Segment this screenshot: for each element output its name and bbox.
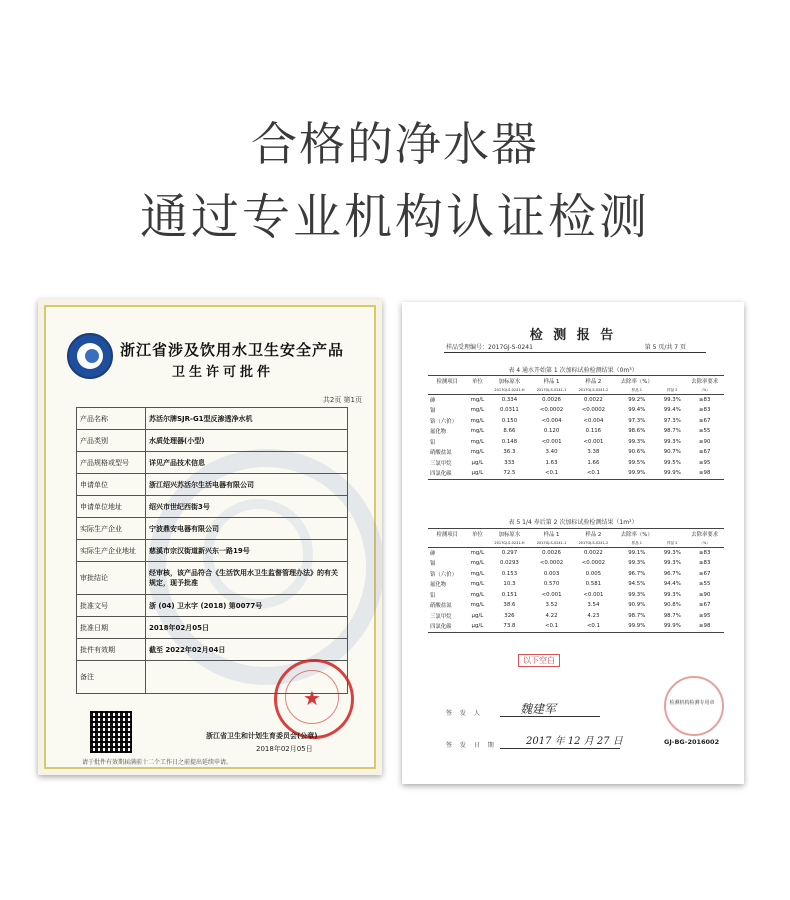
seal-star-icon: ★ [303,686,321,710]
info-key: 实际生产企业 [77,518,146,540]
table-cell: 0.116 [585,428,602,435]
table-cell: 镉 [430,408,436,415]
column-subheader: 2017GJ-S-0241-2 [572,540,614,548]
table-row [428,405,724,416]
column-header: 样品 2 [572,529,614,540]
info-key: 审批结论 [77,562,146,595]
table-cell: 90.9% [628,602,646,609]
table-cell: 3.54 [587,602,600,609]
info-key: 产品规格或型号 [77,452,146,474]
health-emblem-icon [67,333,113,379]
signer-signature: 魏建军 [520,702,557,716]
certificate-page-number: 共2页 第1页 [322,396,362,404]
signer-label: 签 发 人 [446,710,483,717]
table-cell: <0.0002 [539,560,564,567]
table-cell: 38.6 [503,602,516,609]
table-cell: 氟化物 [430,582,447,589]
column-subheader: 2017GJ-S-0241-2 [572,387,614,395]
table-cell: 0.0026 [542,549,561,556]
table-cell: mg/L [470,549,485,556]
table-cell: 0.0022 [583,396,603,403]
column-header: 检测项目 [428,529,467,540]
official-seal-icon [274,659,354,739]
info-key: 申请单位地址 [77,496,146,518]
info-value: 浙 (04) 卫水字 (2018) 第0077号 [146,595,348,617]
table-cell: 99.9% [659,468,685,479]
info-key: 批准文号 [77,595,146,617]
table-cell: 97.3% [628,417,646,424]
table-cell: 0.151 [501,591,518,598]
table-cell: 8.66 [503,428,516,435]
column-header: 加标原水 [488,529,530,540]
report-page-number: 第 5 页/共 7 页 [644,344,686,351]
table-cell: 砷 [430,550,436,557]
table-cell: <0.001 [583,591,604,598]
table-cell: 0.120 [543,428,560,435]
table-cell: 90.8% [663,602,681,609]
info-value: 绍兴市世纪西街3号 [146,496,348,518]
test-results-table-2 [428,528,724,633]
table-row [428,547,724,558]
table-cell: 98.6% [628,428,646,435]
seal-caption: 检测机构检测专用章 [669,700,715,706]
certificate-subtitle: 卫生许可批件 [171,365,274,380]
table-cell: 99.3% [628,591,646,598]
table-cell: 三氯甲烷 [430,460,452,467]
info-key: 产品名称 [77,408,146,430]
table-cell: 99.3% [628,438,646,445]
table-cell: 四氯化碳 [428,621,467,632]
report-title: 检 测 报 告 [529,328,617,343]
table-cell: 3.52 [545,602,558,609]
table-cell: 97.3% [663,417,681,424]
table-cell: ≥67 [699,602,711,609]
table-cell: ≥98 [685,468,724,479]
table-cell: 0.0022 [583,549,603,556]
table-cell: ≥83 [699,560,711,567]
table-cell: 98.7% [663,428,681,435]
table-cell: ≥55 [699,581,711,588]
table-row [428,579,724,590]
column-subheader: 2017GJ-S-0241-1 [531,387,573,395]
info-row [77,496,348,518]
column-header: 样品 2 [572,376,614,387]
table-cell: 99.3% [663,396,681,403]
table-cell: 1.63 [545,459,558,466]
headline-line-1: 合格的净水器 [251,117,539,171]
table-cell: 96.7% [628,570,646,577]
info-row [77,540,348,562]
table-cell: mg/L [470,407,485,414]
table-cell: <0.1 [531,621,573,632]
table-cell: 0.005 [585,570,602,577]
table-cell: <0.001 [583,438,604,445]
table-cell: mg/L [470,417,485,424]
table-cell: 73.8 [488,621,530,632]
info-row [77,430,348,452]
table-cell: 0.153 [501,570,518,577]
report-sample-number: 样品受理编号：2017GJ-S-0241 [446,344,533,351]
table-cell: 0.0293 [499,560,519,567]
table-cell: 0.581 [585,581,602,588]
table-cell: ≥90 [699,591,711,598]
info-row [77,639,348,661]
table-cell: 铅 [430,592,436,599]
table-subheader-row [428,540,724,548]
table-cell: 4.22 [545,612,558,619]
table-cell: <0.0002 [581,407,606,414]
table-cell: <0.1 [531,468,573,479]
table-cell: 10.3 [503,581,516,588]
column-subheader: 2017GJ-S-0241-H [488,540,530,548]
table-cell: <0.0002 [581,560,606,567]
info-value: 详见产品技术信息 [146,452,348,474]
table-header-row [428,529,724,540]
column-header: 检测项目 [428,376,467,387]
info-key: 备注 [77,661,146,694]
table-cell: <0.0002 [539,407,564,414]
table-cell: 94.5% [628,581,646,588]
table-cell: 99.3% [663,438,681,445]
column-subheader: （%） [685,387,724,395]
table-header-row [428,376,724,387]
table-cell: 99.9% [614,468,659,479]
table-cell: ≥67 [699,570,711,577]
table-row [428,600,724,611]
table-cell: 90.6% [628,449,646,456]
table-cell: 0.334 [501,396,518,403]
info-key: 申请单位 [77,474,146,496]
column-subheader: 2017GJ-S-0241-H [488,387,530,395]
info-key: 实际生产企业地址 [77,540,146,562]
table-cell: 硝酸盐氮 [430,450,452,457]
table-cell: 3.40 [545,449,558,456]
table-cell: 氟化物 [430,429,447,436]
table-cell: 镉 [430,561,436,568]
hygiene-license-certificate [38,299,382,775]
table-cell: ≥90 [699,438,711,445]
date-line [500,748,620,749]
table-row [428,621,724,632]
info-row [77,474,348,496]
issue-date: 2018年02月05日 [256,745,313,753]
table-cell: ≥55 [699,428,711,435]
certificate-title: 浙江省涉及饮用水卫生安全产品 [120,341,345,359]
table-cell: mg/L [470,438,485,445]
test-results-table-1 [428,375,724,480]
headline-line-2: 通过专业机构认证检测 [139,189,650,245]
info-value: 浙江绍兴苏活尔生活电器有限公司 [146,474,348,496]
info-key: 批件有效期 [77,639,146,661]
qr-code-icon [90,711,132,753]
table-cell: 铬（六价） [430,418,457,425]
table-cell: mg/L [470,449,485,456]
table-cell: <0.001 [541,591,562,598]
table-cell: ≥67 [699,417,711,424]
table-cell: 99.3% [663,549,681,556]
table-cell: 0.0311 [499,407,519,414]
table-cell: 98.7% [628,612,646,619]
table-cell: mg/L [470,581,485,588]
table-cell: <0.004 [541,417,562,424]
table-cell: 99.2% [628,396,646,403]
table-row [428,569,724,580]
emblem-center-icon [85,349,99,363]
table-cell: ≥95 [699,612,711,619]
table-cell: ≥83 [699,549,711,556]
table-cell: 99.3% [663,560,681,567]
table-cell: 三氯甲烷 [430,613,452,620]
table-cell: 99.9% [614,621,659,632]
column-subheader: 样品 1 [614,387,659,395]
table-cell: 0.297 [501,549,518,556]
table-cell: 0.0026 [542,396,561,403]
info-row [77,452,348,474]
column-header: 样品 1 [531,376,573,387]
table-cell: 99.4% [663,407,681,414]
table-row [428,416,724,427]
table-row [428,447,724,458]
table-row [428,426,724,437]
table-row [428,590,724,601]
info-row [77,562,348,595]
info-row [77,617,348,639]
table-row [428,558,724,569]
table-cell: 72.5 [488,468,530,479]
table-2-caption: 表 5 1/4 寿后第 2 次加标试验检测结果（1m³） [508,519,638,526]
sign-date: 2017 年 12 月 27 日 [526,736,623,747]
table-row [428,611,724,622]
table-cell: ≥95 [699,459,711,466]
report-form-code: GJ-BG-2016002 [664,738,720,746]
table-cell: μg/L [471,612,484,619]
column-header [659,529,685,540]
column-subheader: 样品 2 [659,387,685,395]
column-header: 单位 [467,529,489,540]
column-header: 样品 1 [531,529,573,540]
column-subheader: 样品 2 [659,540,685,548]
table-cell: 99.5% [628,459,646,466]
info-row [77,595,348,617]
table-cell: 99.9% [659,621,685,632]
table-cell: ≥83 [699,407,711,414]
table-cell: 333 [504,459,515,466]
table-row [428,468,724,479]
column-header: 加标原水 [488,376,530,387]
table-cell: 99.5% [663,459,681,466]
table-cell: 98.7% [663,612,681,619]
column-subheader [428,387,467,395]
column-subheader: 样品 1 [614,540,659,548]
info-key: 批准日期 [77,617,146,639]
info-value: 2018年02月05日 [146,617,348,639]
table-cell: 砷 [430,397,436,404]
table-cell: μg/L [467,468,489,479]
table-cell: 99.4% [628,407,646,414]
info-value: 截至 2022年02月04日 [146,639,348,661]
column-header: 去除率要求 [685,376,724,387]
table-cell: mg/L [470,591,485,598]
info-row [77,518,348,540]
column-subheader [428,540,467,548]
table-cell: 4.23 [587,612,600,619]
table-row [428,458,724,469]
table-row [428,437,724,448]
date-label: 签 发 日 期 [446,742,497,749]
table-cell: ≥83 [699,396,711,403]
table-cell: 90.7% [663,449,681,456]
table-cell: μg/L [471,459,484,466]
column-subheader: 2017GJ-S-0241-1 [531,540,573,548]
issuing-authority: 浙江省卫生和计划生育委员会(公章) [206,732,318,740]
table-cell: mg/L [470,570,485,577]
table-cell: 326 [504,612,515,619]
certificate-info-table [76,407,348,694]
table-cell: 0.150 [501,417,518,424]
table-cell: 99.3% [663,591,681,598]
column-subheader: （%） [685,540,724,548]
info-value: 经审核，该产品符合《生活饮用水卫生监督管理办法》的有关规定，现予批准 [146,562,348,595]
table-cell: 3.38 [587,449,600,456]
table-1-caption: 表 4 通水开始第 1 次加标试验检测结果（0m³） [508,367,638,374]
table-cell: mg/L [470,602,485,609]
table-cell: ≥67 [699,449,711,456]
table-cell: 94.4% [663,581,681,588]
table-cell: 1.66 [587,459,600,466]
info-value: 慈溪市宗汉街道新兴东一路19号 [146,540,348,562]
table-cell: 四氯化碳 [428,468,467,479]
column-header: 去除率要求 [685,529,724,540]
table-cell: ≥98 [685,621,724,632]
column-header: 去除率（%） [614,376,659,387]
table-cell: 铬（六价） [430,571,457,578]
table-cell: 0.003 [543,570,560,577]
column-header: 单位 [467,376,489,387]
info-value: 水质处理器(小型) [146,430,348,452]
column-header: 去除率（%） [614,529,659,540]
table-row [428,394,724,405]
column-header [659,376,685,387]
info-row [77,408,348,430]
info-key: 产品类别 [77,430,146,452]
table-cell: μg/L [467,621,489,632]
table-cell: 99.1% [628,549,646,556]
table-cell: 0.570 [543,581,560,588]
info-value: 宁波鼎安电器有限公司 [146,518,348,540]
column-subheader [467,387,489,395]
info-value: 苏活尔牌SJR-G1型反渗透净水机 [146,408,348,430]
table-cell: <0.001 [541,438,562,445]
table-subheader-row [428,387,724,395]
table-cell: mg/L [470,396,485,403]
table-cell: 0.148 [501,438,518,445]
table-cell: mg/L [470,560,485,567]
renewal-note: 请于批件有效期届满前十二个工作日之前提出延续申请。 [82,759,233,766]
table-cell: <0.1 [572,621,614,632]
column-subheader [467,540,489,548]
table-cell: 96.7% [663,570,681,577]
table-cell: mg/L [470,428,485,435]
table-cell: <0.1 [572,468,614,479]
table-cell: 铅 [430,439,436,446]
report-header-rule [444,352,706,353]
table-cell: <0.004 [583,417,604,424]
table-cell: 36.3 [503,449,516,456]
test-report [402,302,744,784]
end-of-content-stamp: 以下空白 [518,654,560,667]
table-cell: 硝酸盐氮 [430,603,452,610]
table-cell: 99.3% [628,560,646,567]
